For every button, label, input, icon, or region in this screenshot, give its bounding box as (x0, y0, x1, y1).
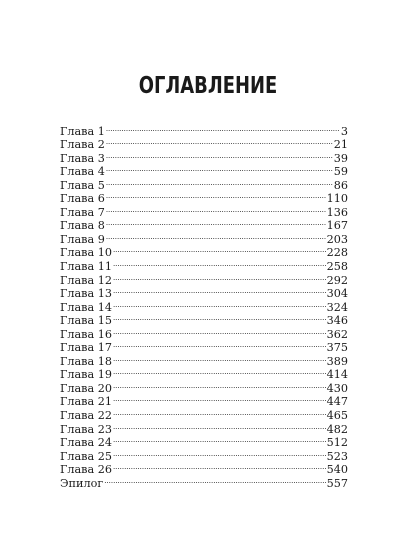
dot-leader (113, 284, 326, 298)
toc-entry-page-number: 465 (326, 409, 348, 423)
dot-leader (106, 202, 326, 216)
dot-leader (113, 365, 326, 379)
dot-leader (106, 162, 333, 176)
table-of-contents (60, 121, 348, 490)
dot-leader (113, 405, 326, 419)
toc-entry-label: Глава 5 (60, 178, 105, 192)
toc-entry-label: Глава 8 (60, 219, 105, 233)
page-title: ОГЛАВЛЕНИЕ (138, 73, 278, 99)
dot-leader (106, 148, 333, 162)
dot-leader (106, 189, 326, 203)
dot-leader (113, 311, 326, 325)
toc-entry-label: Глава 7 (60, 205, 105, 219)
dot-leader (106, 229, 326, 243)
dot-leader (113, 270, 326, 284)
toc-entry-page-number: 324 (326, 300, 348, 314)
dot-leader (113, 392, 326, 406)
dot-leader (113, 378, 326, 392)
dot-leader (113, 446, 326, 460)
toc-entry-page-number: 304 (326, 287, 348, 301)
dot-leader (104, 473, 325, 487)
dot-leader (113, 324, 326, 338)
toc-entry-page-number: 110 (326, 192, 348, 206)
toc-entry-label: Глава 14 (60, 300, 112, 314)
toc-entry-page-number: 39 (333, 151, 348, 165)
toc-entry-page-number: 523 (326, 449, 348, 463)
toc-entry-label: Глава 1 (60, 124, 105, 138)
toc-entry-label: Глава 6 (60, 192, 105, 206)
toc-entry-page-number: 21 (333, 138, 348, 152)
toc-entry-page-number: 3 (340, 124, 348, 138)
dot-leader (113, 419, 326, 433)
toc-entry-label: Глава 11 (60, 260, 112, 274)
toc-entry-label: Глава 2 (60, 138, 105, 152)
dot-leader (113, 243, 326, 257)
toc-entry-page-number: 430 (326, 381, 348, 395)
toc-entry-page-number: 228 (326, 246, 348, 260)
toc-entry-label: Глава 18 (60, 354, 112, 368)
toc-entry-label: Глава 15 (60, 314, 112, 328)
toc-entry-page-number: 482 (326, 422, 348, 436)
toc-entry (60, 121, 348, 138)
toc-entry-label: Эпилог (60, 476, 104, 490)
dot-leader (113, 433, 326, 447)
toc-entry-page-number: 292 (326, 273, 348, 287)
toc-entry-page-number: 540 (326, 463, 348, 477)
dot-leader (113, 351, 326, 365)
dot-leader (106, 175, 333, 189)
toc-entry-label: Глава 23 (60, 422, 112, 436)
toc-entry-label: Глава 13 (60, 287, 112, 301)
toc-entry-label: Глава 24 (60, 436, 112, 450)
dot-leader (113, 256, 326, 270)
toc-entry-page-number: 86 (333, 178, 348, 192)
toc-entry-label: Глава 16 (60, 327, 112, 341)
dot-leader (106, 216, 326, 230)
toc-entry-page-number: 203 (326, 232, 348, 246)
dot-leader (113, 297, 326, 311)
dot-leader (106, 121, 340, 135)
toc-entry-label: Глава 19 (60, 368, 112, 382)
toc-entry-label: Глава 22 (60, 409, 112, 423)
toc-entry-page-number: 59 (333, 165, 348, 179)
toc-entry-label: Глава 3 (60, 151, 105, 165)
dot-leader (113, 338, 326, 352)
toc-entry-page-number: 362 (326, 327, 348, 341)
toc-entry-label: Глава 17 (60, 341, 112, 355)
toc-entry-page-number: 447 (326, 395, 348, 409)
toc-entry-page-number: 167 (326, 219, 348, 233)
toc-entry-page-number: 389 (326, 354, 348, 368)
toc-entry-label: Глава 12 (60, 273, 112, 287)
dot-leader (113, 460, 326, 474)
toc-entry-page-number: 512 (326, 436, 348, 450)
toc-entry-label: Глава 21 (60, 395, 112, 409)
toc-entry-page-number: 136 (326, 205, 348, 219)
toc-entry-page-number: 375 (326, 341, 348, 355)
toc-entry-page-number: 346 (326, 314, 348, 328)
toc-entry-label: Глава 26 (60, 463, 112, 477)
toc-entry-page-number: 557 (326, 476, 348, 490)
toc-entry-page-number: 414 (326, 368, 348, 382)
toc-entry-label: Глава 9 (60, 232, 105, 246)
dot-leader (106, 135, 333, 149)
toc-entry-label: Глава 25 (60, 449, 112, 463)
toc-entry-label: Глава 4 (60, 165, 105, 179)
toc-entry-page-number: 258 (326, 260, 348, 274)
toc-entry-label: Глава 20 (60, 381, 112, 395)
toc-entry-label: Глава 10 (60, 246, 112, 260)
